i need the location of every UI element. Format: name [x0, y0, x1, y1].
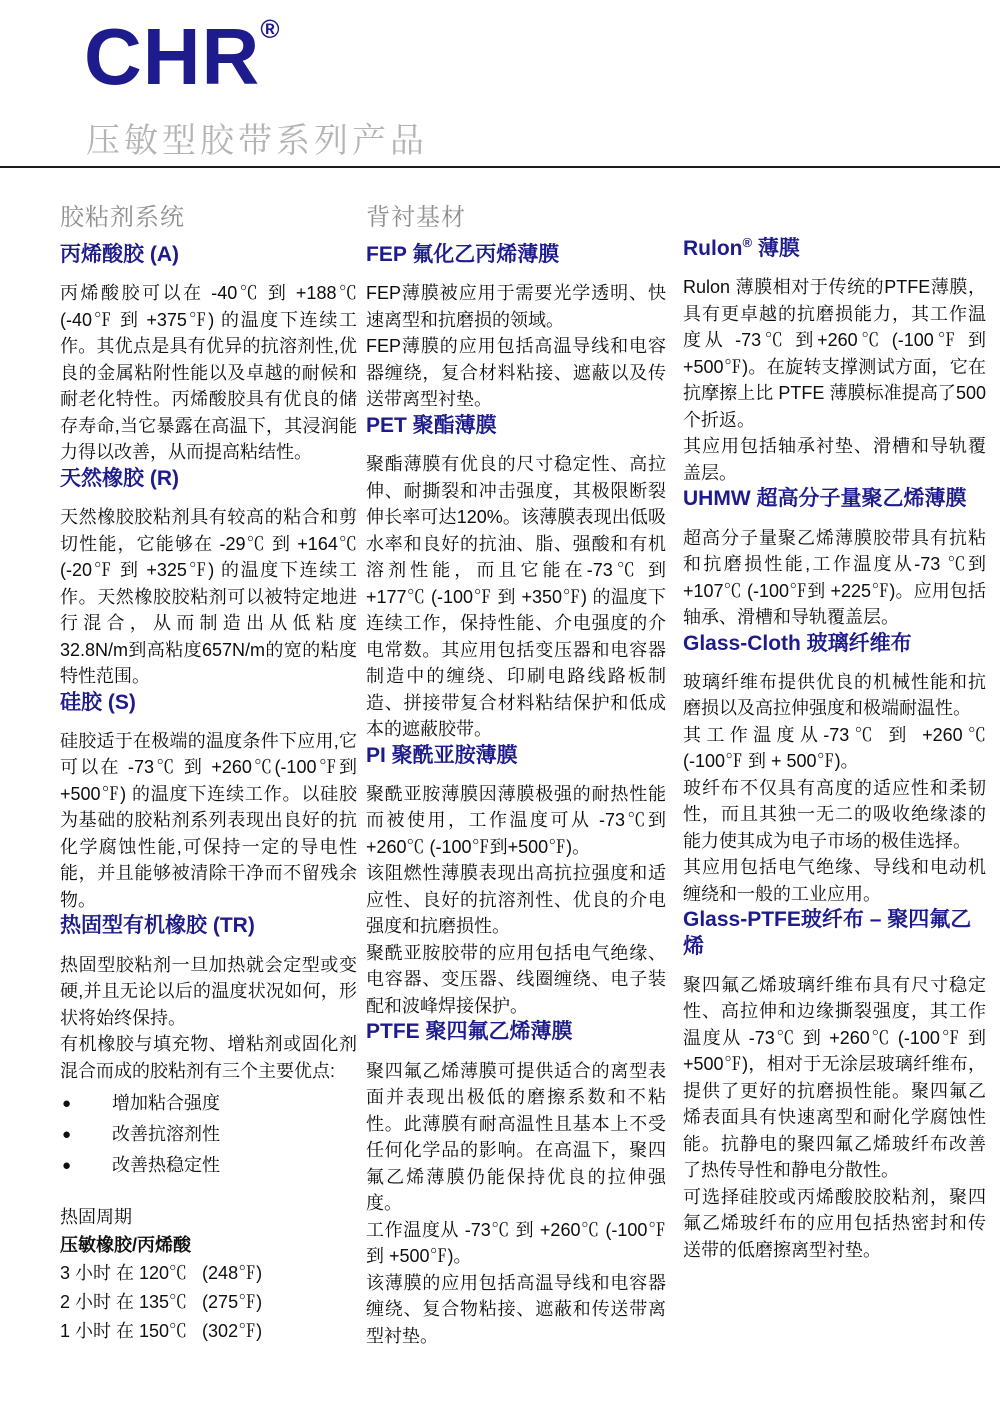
ptfe-title: PTFE 聚四氟乙烯薄膜 [366, 1020, 573, 1044]
thermoset-rubber-title: 热固型有机橡胶 (TR) [60, 914, 255, 938]
acrylic-paragraph: 丙烯酸胶可以在 -40℃ 到 +188℃ (-40℉ 到 +375℉) 的温度下连续工作。其优点是具有优异的抗溶剂性,优良的金属粘附性能以及卓越的耐候和耐老化特性。丙烯酸胶具有优良的储存寿命,当它暴露在高温下，其浸润能力得以改善，从而提高粘结性。 [60, 283, 357, 463]
pet-title: PET 聚酯薄膜 [366, 413, 497, 437]
glass-ptfe-title: Glass-PTFE玻纤布 – 聚四氟乙烯 [683, 908, 972, 958]
natural-rubber-paragraph: 天然橡胶胶粘剂具有较高的粘合和剪切性能，它能够在 -29℃ 到 +164℃ (-20℉ 到 +325℉) 的温度下连续工作。天然橡胶胶粘剂可以被特定地进行混合，从而制造出从低粘度32.8N/m到高粘度657N/m的宽的粘度特性范围。 [60, 507, 357, 686]
section-rulon [683, 235, 986, 486]
thermoset-rubber-paragraph-1: 热固型胶粘剂一旦加热就会定型或变硬,并且无论以后的温度状况如何，形状将始终保持。 [60, 954, 357, 1028]
brand-logo [84, 12, 281, 101]
bullet-icon: ● [62, 1157, 72, 1174]
cure-cycle-title: 热固周期 [60, 1207, 132, 1227]
section-uhmw [683, 486, 986, 630]
cure-cycle-row: 3 小时 在 120℃ (248℉) [60, 1263, 263, 1283]
section-natural-rubber [60, 466, 357, 690]
uhmw-paragraph: 超高分子量聚乙烯薄膜胶带具有抗粘和抗磨损性能,工作温度从-73 ℃到+107℃ (-100℉到 +225℉)。应用包括轴承、滑槽和导轨覆盖层。 [683, 527, 986, 627]
pet-paragraph: 聚酯薄膜有优良的尺寸稳定性、高拉伸、耐撕裂和冲击强度，其极限断裂伸长率可达120%。该薄膜表现出低吸水率和良好的抗油、脂、强酸和有机溶剂性能，而且它能在-73℃ 到 +177℃ (-100℉ 到 +350℉) 的温度下连续工作，保持性能、介电强度的介电常数。其应用包括变压器和电容器制造中的缠绕、印刷电路线路板制造、拼接带复合材料粘结保护和低成本的遮蔽胶带。 [366, 454, 666, 739]
section-silicone [60, 690, 357, 914]
glass-cloth-paragraph-1: 玻璃纤维布提供优良的机械性能和抗磨损以及高拉伸强度和极端耐温性。 [683, 671, 986, 719]
glass-ptfe-paragraph-1: 聚四氟乙烯玻璃纤维布具有尺寸稳定性、高拉伸和边缘撕裂强度，其工作温度从 -73℃ 到 +260℃ (-100℉ 到 +500℉)，相对于无涂层玻璃纤维布，提供了更好的抗磨损性能。聚四氟乙烯表面具有快速离型和耐化学腐蚀性能。抗静电的聚四氟乙烯玻纤布改善了热传导性和静电分散性。 [683, 974, 986, 1181]
page-title: 压敏型胶带系列产品 [86, 122, 428, 160]
column-specialty-films [683, 235, 986, 1263]
glass-cloth-paragraph-2: 其工作温度从-73℃ 到 +260℃ (-100℉ 到 + 500℉)。 [683, 724, 986, 772]
section-ptfe [366, 1019, 666, 1349]
column-backing-substrates [366, 197, 666, 1349]
section-thermoset-rubber [60, 913, 357, 1181]
ptfe-paragraph-3: 该薄膜的应用包括高温导线和电容器缠绕、复合物粘接、遮蔽和传送带离型衬垫。 [366, 1272, 666, 1346]
cure-cycle-block [60, 1203, 357, 1346]
section-pi [366, 743, 666, 1020]
fep-title: FEP 氟化乙丙烯薄膜 [366, 243, 560, 266]
ptfe-paragraph-2: 工作温度从 -73℃ 到 +260℃ (-100℉到 +500℉)。 [366, 1219, 666, 1266]
adhesives-section-heading: 胶粘剂系统 [60, 204, 185, 231]
fep-paragraph-1: FEP薄膜被应用于需要光学透明、快速离型和抗磨损的领域。 [366, 283, 666, 330]
list-item [60, 1150, 357, 1181]
column-adhesive-systems [60, 197, 357, 1346]
bullet-icon: ● [62, 1095, 72, 1112]
rulon-paragraph-2: 其应用包括轴承衬垫、滑槽和导轨覆盖层。 [683, 436, 986, 483]
glass-cloth-paragraph-3: 玻纤布不仅具有高度的适应性和柔韧性，而且其独一无二的吸收绝缘漆的能力使其成为电子市场的极佳选择。 [683, 777, 986, 851]
rulon-title-en: Rulon [683, 237, 743, 260]
header-divider [0, 166, 1000, 168]
pi-title: PI 聚酰亚胺薄膜 [366, 743, 518, 767]
uhmw-title: UHMW 超高分子量聚乙烯薄膜 [683, 487, 967, 511]
rulon-paragraph-1: Rulon 薄膜相对于传统的PTFE薄膜，具有更卓越的抗磨损能力，其工作温度从 -73℃ 到+260℃ (-100℉ 到 +500℉)。在旋转支撑测试方面，它在抗摩擦上比 PTFE 薄膜标准提高了500 个折返。 [683, 277, 986, 430]
glass-cloth-title: Glass-Cloth 玻璃纤维布 [683, 631, 912, 655]
registered-trademark-icon: ® [260, 14, 281, 44]
section-pet [366, 413, 666, 743]
pi-paragraph-1: 聚酰亚胺薄膜因薄膜极强的耐热性能而被使用，工作温度可从 -73℃到+260℃ (-100℉到+500℉)。 [366, 783, 666, 857]
backings-section-heading: 背衬基材 [366, 204, 466, 231]
cure-cycle-subtitle: 压敏橡胶/丙烯酸 [60, 1235, 192, 1255]
section-fep [366, 242, 666, 413]
cure-cycle-row: 1 小时 在 150℃ (302℉) [60, 1321, 263, 1341]
section-glass-cloth [683, 631, 986, 908]
bullet-text: 改善抗溶剂性 [112, 1124, 220, 1144]
rulon-title [683, 235, 986, 262]
glass-ptfe-paragraph-2: 可选择硅胶或丙烯酸胶胶粘剂，聚四氟乙烯玻纤布的应用包括热密封和传送带的低磨擦离型衬垫。 [683, 1186, 986, 1260]
brand-logo-text: CHR [84, 12, 261, 101]
acrylic-title: 丙烯酸胶 (A) [60, 243, 179, 266]
pi-paragraph-3: 聚酰亚胺胶带的应用包括电气绝缘、电容器、变压器、线圈缠绕、电子装配和波峰焊接保护。 [366, 942, 666, 1016]
fep-paragraph-2: FEP薄膜的应用包括高温导线和电容器缠绕，复合材料粘接、遮蔽以及传送带离型衬垫。 [366, 336, 666, 410]
glass-cloth-paragraph-4: 其应用包括电气绝缘、导线和电动机缠绕和一般的工业应用。 [683, 857, 986, 904]
bullet-icon: ● [62, 1126, 72, 1143]
silicone-title: 硅胶 (S) [60, 690, 136, 714]
natural-rubber-title: 天然橡胶 (R) [60, 466, 179, 490]
bullet-text: 增加粘合强度 [112, 1093, 220, 1113]
thermoset-rubber-paragraph-2: 有机橡胶与填充物、增粘剂或固化剂混合而成的胶粘剂有三个主要优点: [60, 1034, 357, 1081]
section-glass-ptfe [683, 907, 986, 1263]
cure-cycle-row: 2 小时 在 135℃ (275℉) [60, 1292, 263, 1312]
silicone-paragraph: 硅胶适于在极端的温度条件下应用,它可以在 -73℃ 到 +260℃(-100℉到+500℉) 的温度下连续工作。以硅胶为基础的胶粘剂系列表现出良好的抗化学腐蚀性能,可保持一定的导电性能，并且能够被清除干净而不留残余物。 [60, 730, 357, 910]
registered-trademark-icon: ® [742, 235, 753, 250]
rulon-title-zh: 薄膜 [752, 237, 800, 260]
section-acrylic [60, 242, 357, 466]
pi-paragraph-2: 该阻燃性薄膜表现出高抗拉强度和适应性、良好的抗溶剂性、优良的介电强度和抗磨损性。 [366, 863, 666, 937]
list-item [60, 1119, 357, 1150]
list-item [60, 1088, 357, 1119]
thermoset-advantages-list [60, 1088, 357, 1181]
ptfe-paragraph-1: 聚四氟乙烯薄膜可提供适合的离型表面并表现出极低的磨擦系数和不粘性。此薄膜有耐高温性且基本上不受任何化学品的影响。在高温下，聚四氟乙烯薄膜仍能保持优良的拉伸强度。 [366, 1060, 666, 1213]
bullet-text: 改善热稳定性 [112, 1155, 220, 1175]
